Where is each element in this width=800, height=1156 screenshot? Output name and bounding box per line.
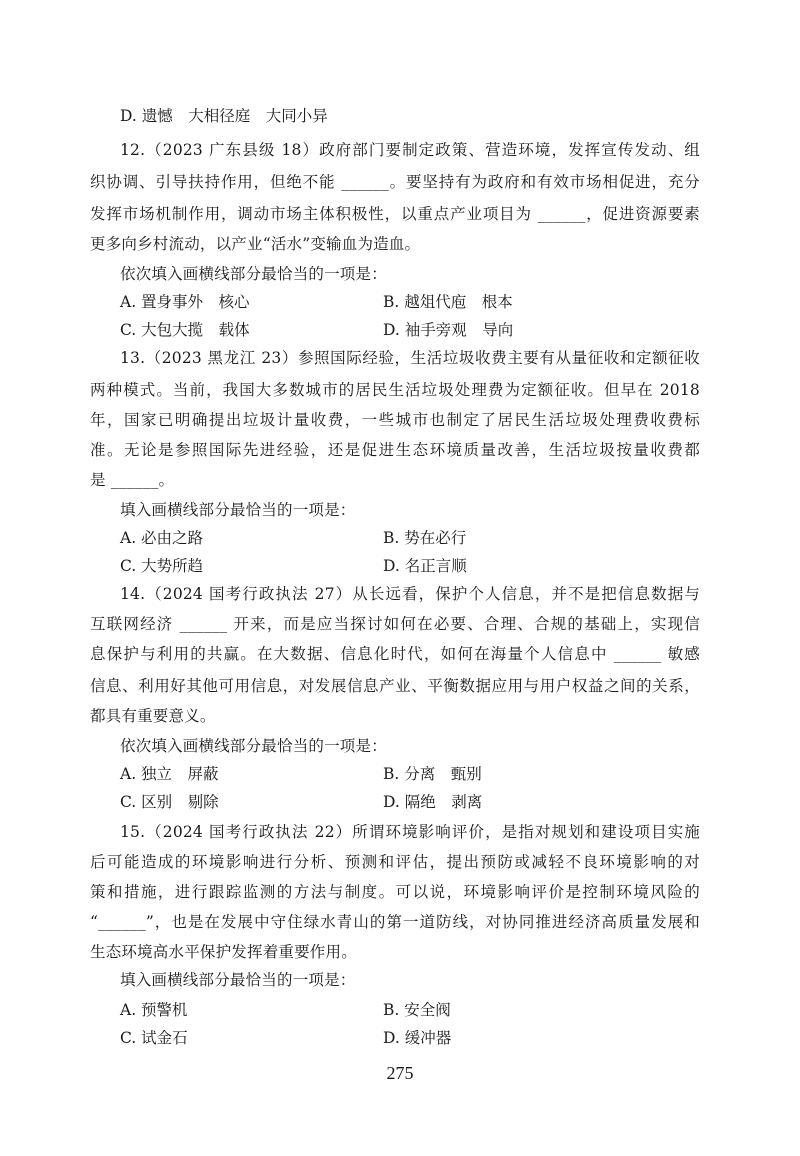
- q14-stem-line: 互联网经济 ______ 开来，而是应当探讨如何在必要、合理、合规的基础上，实现信: [90, 615, 700, 633]
- q13-stem-line: 两种模式。当前，我国大多数城市的居民生活垃圾处理费为定额征收。但早在 2018: [90, 381, 700, 399]
- q15-stem-line: 策和措施，进行跟踪监测的方法与制度。可以说，环境影响评价是控制环境风险的: [90, 883, 700, 901]
- q12-stem-line: 更多向乡村流动，以产业“活水”变输血为造血。: [90, 235, 421, 253]
- q12-stem-line: 12.（2023 广东县级 18）政府部门要制定政策、营造环境，发挥宣传发动、组: [120, 141, 700, 159]
- q13-stem-line: 年，国家已明确提出垃圾计量收费，一些城市也制定了居民生活垃圾处理费收费标: [90, 411, 700, 429]
- q13-stem-line: 准。无论是参照国际先进经验，还是促进生态环境质量改善，生活垃圾按量收费都: [90, 441, 700, 459]
- q15-stem-line: 生态环境高水平保护发挥着重要作用。: [90, 943, 357, 961]
- q13-stem-line: 是 ______。: [90, 471, 175, 489]
- q14-stem-line: 都具有重要意义。: [90, 707, 216, 725]
- q12-option-a: A. 置身事外 核心: [120, 293, 250, 311]
- q13-option-a: A. 必由之路: [120, 529, 204, 547]
- q13-option-b: B. 势在必行: [383, 529, 467, 547]
- q11-option-d: D. 遗憾 大相径庭 大同小异: [120, 107, 328, 125]
- q14-stem-line: 息保护与利用的共赢。在大数据、信息化时代，如何在海量个人信息中 ______ 敏感: [90, 645, 700, 663]
- q15-prompt: 填入画横线部分最恰当的一项是：: [120, 971, 356, 989]
- q14-option-b: B. 分离 甄别: [383, 765, 482, 783]
- q15-option-b: B. 安全阀: [383, 1001, 451, 1019]
- q13-option-c: C. 大势所趋: [120, 557, 204, 575]
- q15-option-a: A. 预警机: [120, 1001, 188, 1019]
- q15-stem-line: “______”，也是在发展中守住绿水青山的第一道防线，对协同推进经济高质量发展和: [90, 913, 700, 931]
- q14-option-c: C. 区别 剔除: [120, 793, 219, 811]
- q15-stem-line: 后可能造成的环境影响进行分析、预测和评估，提出预防或减轻不良环境影响的对: [90, 853, 700, 871]
- q12-stem-line: 发挥市场机制作用，调动市场主体积极性，以重点产业项目为 ______，促进资源要素: [90, 205, 700, 223]
- q12-option-c: C. 大包大揽 载体: [120, 321, 250, 339]
- q14-prompt: 依次填入画横线部分最恰当的一项是：: [120, 737, 387, 755]
- q12-stem-line: 织协调、引导扶持作用，但绝不能 ______。要坚持有为政府和有效市场相促进，充分: [90, 173, 700, 191]
- q15-option-d: D. 缓冲器: [383, 1029, 452, 1047]
- page-number: 275: [386, 1063, 414, 1083]
- q14-option-a: A. 独立 屏蔽: [120, 765, 219, 783]
- q14-stem-line: 信息、利用好其他可用信息，对发展信息产业、平衡数据应用与用户权益之间的关系，: [90, 677, 700, 695]
- q13-stem-line: 13.（2023 黑龙江 23）参照国际经验，生活垃圾收费主要有从量征收和定额征收: [120, 349, 700, 367]
- q14-stem-line: 14.（2024 国考行政执法 27）从长远看，保护个人信息，并不是把信息数据与: [120, 585, 700, 603]
- q15-option-c: C. 试金石: [120, 1029, 188, 1047]
- q12-option-b: B. 越俎代庖 根本: [383, 293, 513, 311]
- q14-option-d: D. 隔绝 剥离: [383, 793, 483, 811]
- q15-stem-line: 15.（2024 国考行政执法 22）所谓环境影响评价，是指对规划和建设项目实施: [120, 823, 700, 841]
- q13-prompt: 填入画横线部分最恰当的一项是：: [120, 501, 356, 519]
- q13-option-d: D. 名正言顺: [383, 557, 467, 575]
- q12-prompt: 依次填入画横线部分最恰当的一项是：: [120, 265, 387, 283]
- q12-option-d: D. 袖手旁观 导向: [383, 321, 514, 339]
